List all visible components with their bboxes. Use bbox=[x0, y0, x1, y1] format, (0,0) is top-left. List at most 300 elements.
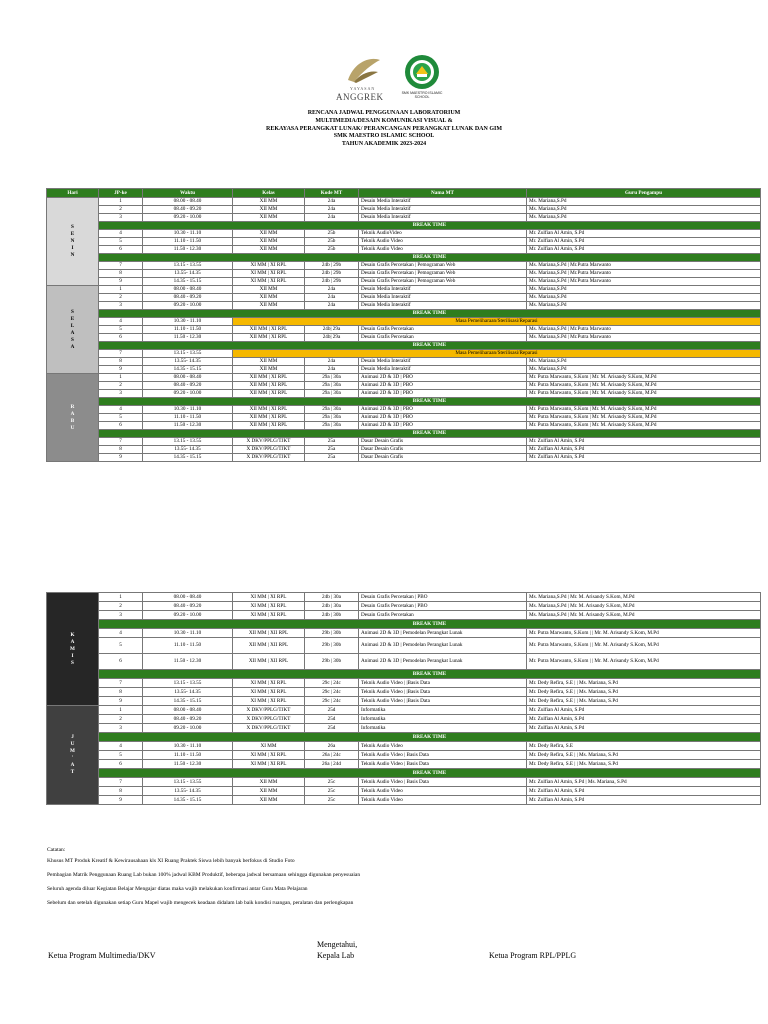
code-cell: 29c | 24c bbox=[305, 679, 359, 688]
time-cell: 09.20 - 10.00 bbox=[143, 390, 233, 398]
break-label: BREAK TIME bbox=[99, 254, 761, 262]
jp-cell: 3 bbox=[99, 611, 143, 620]
logo1-name: ANGGREK bbox=[336, 92, 384, 102]
day-letter: A bbox=[70, 329, 75, 336]
class-cell: XI MM | XI RPL bbox=[233, 688, 305, 697]
code-cell: 29c | 24c bbox=[305, 688, 359, 697]
table-row bbox=[47, 262, 761, 270]
time-cell: 13.55- 14.35 bbox=[143, 787, 233, 796]
code-cell: 24a bbox=[305, 206, 359, 214]
subject-cell: Animasi 2D & 3D | PBO bbox=[359, 422, 527, 430]
jp-cell: 5 bbox=[99, 414, 143, 422]
day-letter: N bbox=[70, 238, 75, 244]
subject-cell: Desain Grafis Percetakan bbox=[359, 334, 527, 342]
table-row bbox=[47, 326, 761, 334]
maintenance-cell: Masa Pemeliharaan/Sterilisasi/Reparasi bbox=[233, 350, 761, 358]
class-cell: XI MM | XI RPL bbox=[233, 751, 305, 760]
day-letter: A bbox=[70, 762, 75, 768]
signature-center-title: Kepala Lab bbox=[317, 951, 355, 960]
jp-cell: 3 bbox=[99, 302, 143, 310]
code-cell: 24a bbox=[305, 198, 359, 206]
break-row bbox=[47, 733, 761, 742]
subject-cell: Dasar Desain Grafis bbox=[359, 454, 527, 462]
break-label: BREAK TIME bbox=[99, 620, 761, 629]
table-row bbox=[47, 654, 761, 670]
day-letter: M bbox=[70, 645, 75, 652]
signature-center-top: Mengetahui, bbox=[317, 940, 358, 949]
class-cell: XI MM | XI RPL bbox=[233, 697, 305, 706]
subject-cell: Informatika bbox=[359, 715, 527, 724]
column-header: Nama MT bbox=[359, 189, 527, 198]
code-cell: 26a bbox=[305, 742, 359, 751]
time-cell: 13.15 - 13.55 bbox=[143, 262, 233, 270]
header-row bbox=[47, 189, 761, 198]
table-row bbox=[47, 198, 761, 206]
table-row bbox=[47, 679, 761, 688]
code-cell: 24a bbox=[305, 302, 359, 310]
jp-cell: 7 bbox=[99, 438, 143, 446]
class-cell: XII MM | XII RPL bbox=[233, 638, 305, 654]
table-row bbox=[47, 611, 761, 620]
column-header: Guru Pengampu bbox=[527, 189, 761, 198]
teacher-cell: Mr. Zulfian Al Amin, S.Pd bbox=[527, 438, 761, 446]
jp-cell: 2 bbox=[99, 715, 143, 724]
teacher-cell: Mr. Zulfian Al Amin, S.Pd bbox=[527, 238, 761, 246]
teacher-cell: Mr. Putra Marwanto, S.Kom | | Mr. M. Arisandy S.Kom, M.Pd bbox=[527, 629, 761, 638]
jp-cell: 4 bbox=[99, 742, 143, 751]
subject-cell: Teknik Audio Video bbox=[359, 796, 527, 805]
jp-cell: 5 bbox=[99, 638, 143, 654]
column-header: JP-ke bbox=[99, 189, 143, 198]
subject-cell: Teknik Audio Video bbox=[359, 246, 527, 254]
code-cell: 25a bbox=[305, 454, 359, 462]
teacher-cell: Mr. Zulfian Al Amin, S.Pd bbox=[527, 796, 761, 805]
class-cell: XII MM bbox=[233, 778, 305, 787]
code-cell: 29a | 30a bbox=[305, 390, 359, 398]
smk-maestro-logo bbox=[401, 54, 443, 104]
code-cell: 29b | 30b bbox=[305, 629, 359, 638]
break-row bbox=[47, 342, 761, 350]
subject-cell: Desain Media Interaktif bbox=[359, 286, 527, 294]
jp-cell: 8 bbox=[99, 688, 143, 697]
note-line: Seluruh agenda diluar Kegiatan Belajar Mengajar diatas maka wajib melakukan konfirmasi antar Guru Mata Pelajaran bbox=[47, 886, 308, 892]
break-label: BREAK TIME bbox=[99, 342, 761, 350]
code-cell: 25d bbox=[305, 706, 359, 715]
teacher-cell: Mr. Zulfian Al Amin, S.Pd bbox=[527, 715, 761, 724]
table-row bbox=[47, 629, 761, 638]
class-cell: XII MM bbox=[233, 206, 305, 214]
day-letter: K bbox=[70, 631, 75, 638]
table-row bbox=[47, 414, 761, 422]
code-cell: 29b | 30b bbox=[305, 654, 359, 670]
subject-cell: Informatika bbox=[359, 706, 527, 715]
class-cell: XII MM | XI RPL bbox=[233, 382, 305, 390]
class-cell: XI MM | XI RPL bbox=[233, 611, 305, 620]
teacher-cell: Mr. Dedy Refira, S.E | | Ms. Mariana, S.Pd bbox=[527, 751, 761, 760]
jp-cell: 6 bbox=[99, 334, 143, 342]
jp-cell: 8 bbox=[99, 446, 143, 454]
day-letter: A bbox=[70, 638, 75, 645]
teacher-cell: Ms. Mariana,S.Pd | Mr.Putra Marwanto bbox=[527, 262, 761, 270]
subject-cell: Animasi 2D & 3D | PBO bbox=[359, 374, 527, 382]
time-cell: 10.30 - 11.10 bbox=[143, 406, 233, 414]
class-cell: XII MM | XI RPL bbox=[233, 422, 305, 430]
class-cell: XII MM bbox=[233, 294, 305, 302]
column-header: Hari bbox=[47, 189, 99, 198]
table-row bbox=[47, 742, 761, 751]
table-row bbox=[47, 294, 761, 302]
jp-cell: 6 bbox=[99, 760, 143, 769]
code-cell: 24a bbox=[305, 214, 359, 222]
jp-cell: 9 bbox=[99, 697, 143, 706]
jp-cell: 2 bbox=[99, 382, 143, 390]
subject-cell: Desain Media Interaktif bbox=[359, 366, 527, 374]
code-cell: 24a bbox=[305, 358, 359, 366]
day-letter: N bbox=[70, 252, 75, 258]
code-cell: 25d bbox=[305, 724, 359, 733]
teacher-cell: Mr. Dedy Refira, S.E bbox=[527, 742, 761, 751]
break-row bbox=[47, 222, 761, 230]
class-cell: XII MM bbox=[233, 358, 305, 366]
time-cell: 11.10 - 11.50 bbox=[143, 751, 233, 760]
time-cell: 09.20 - 10.00 bbox=[143, 724, 233, 733]
jp-cell: 5 bbox=[99, 238, 143, 246]
time-cell: 09.20 - 10.00 bbox=[143, 611, 233, 620]
time-cell: 11.50 - 12.30 bbox=[143, 760, 233, 769]
time-cell: 08.00 - 08.40 bbox=[143, 198, 233, 206]
day-letter: A bbox=[70, 343, 75, 350]
teacher-cell: Mr. Putra Marwanto, S.Kom | Mr. M. Arisandy S.Kom, M.Pd bbox=[527, 374, 761, 382]
day-letter: ' bbox=[71, 755, 74, 761]
table-row bbox=[47, 406, 761, 414]
jp-cell: 7 bbox=[99, 778, 143, 787]
jp-cell: 3 bbox=[99, 214, 143, 222]
teacher-cell: Mr. Zulfian Al Amin, S.Pd bbox=[527, 446, 761, 454]
teacher-cell: Ms. Mariana,S.Pd bbox=[527, 214, 761, 222]
table-row bbox=[47, 697, 761, 706]
subject-cell: Desain Media Interaktif bbox=[359, 358, 527, 366]
table-row bbox=[47, 206, 761, 214]
jp-cell: 1 bbox=[99, 706, 143, 715]
class-cell: X DKV/PPLG/TJKT bbox=[233, 715, 305, 724]
class-cell: XII MM bbox=[233, 198, 305, 206]
class-cell: XII MM bbox=[233, 286, 305, 294]
subject-cell: Teknik Audio Video | Basis Data bbox=[359, 778, 527, 787]
table-row bbox=[47, 422, 761, 430]
jp-cell: 6 bbox=[99, 654, 143, 670]
time-cell: 13.15 - 13.55 bbox=[143, 438, 233, 446]
schedule-table-2 bbox=[46, 592, 761, 805]
break-label: BREAK TIME bbox=[99, 430, 761, 438]
code-cell: 24b | 30a bbox=[305, 593, 359, 602]
day-label bbox=[47, 593, 99, 706]
code-cell: 29a | 30a bbox=[305, 406, 359, 414]
break-label: BREAK TIME bbox=[99, 733, 761, 742]
code-cell: 29b | 30b bbox=[305, 638, 359, 654]
schedule-table-1 bbox=[46, 188, 761, 462]
break-row bbox=[47, 620, 761, 629]
day-letter: R bbox=[70, 403, 75, 410]
time-cell: 10.30 - 11.10 bbox=[143, 318, 233, 326]
logos-area bbox=[0, 52, 768, 104]
code-cell: 29a | 30a bbox=[305, 422, 359, 430]
subject-cell: Teknik Audio Video | Basis Data bbox=[359, 751, 527, 760]
table-row bbox=[47, 688, 761, 697]
subject-cell: Desain Grafis Percetakan bbox=[359, 611, 527, 620]
code-cell: 24b| 29a bbox=[305, 334, 359, 342]
table-row bbox=[47, 454, 761, 462]
teacher-cell: Ms. Mariana,S.Pd | Mr. M. Arisandy S.Kom, M.Pd bbox=[527, 602, 761, 611]
table-row bbox=[47, 706, 761, 715]
time-cell: 11.10 - 11.50 bbox=[143, 638, 233, 654]
time-cell: 08.40 - 09.20 bbox=[143, 382, 233, 390]
document-title bbox=[0, 110, 768, 149]
column-header: Kode MT bbox=[305, 189, 359, 198]
subject-cell: Informatika bbox=[359, 724, 527, 733]
subject-cell: Animasi 2D & 3D | PBO bbox=[359, 382, 527, 390]
time-cell: 13.55- 14.35 bbox=[143, 270, 233, 278]
class-cell: XII MM | XI RPL bbox=[233, 326, 305, 334]
subject-cell: Animasi 2D & 3D | Pemodelan Perangkat Lunak bbox=[359, 638, 527, 654]
teacher-cell: Mr. Dedy Refira, S.E | | Ms. Mariana, S.Pd bbox=[527, 688, 761, 697]
class-cell: XI MM bbox=[233, 742, 305, 751]
subject-cell: Teknik Audio Video | |Basis Data bbox=[359, 679, 527, 688]
break-row bbox=[47, 430, 761, 438]
table-row bbox=[47, 278, 761, 286]
break-label: BREAK TIME bbox=[99, 769, 761, 778]
code-cell: 25d bbox=[305, 715, 359, 724]
code-cell: 24a bbox=[305, 294, 359, 302]
day-letter: S bbox=[71, 659, 74, 666]
time-cell: 10.30 - 11.10 bbox=[143, 230, 233, 238]
code-cell: 29a | 30a bbox=[305, 414, 359, 422]
table-row bbox=[47, 302, 761, 310]
table-row bbox=[47, 638, 761, 654]
table-row bbox=[47, 751, 761, 760]
time-cell: 14.35 - 15.15 bbox=[143, 454, 233, 462]
day-label bbox=[47, 706, 99, 805]
teacher-cell: Mr. Dedy Refira, S.E | | Ms. Mariana, S.Pd bbox=[527, 697, 761, 706]
column-header: Waktu bbox=[143, 189, 233, 198]
jp-cell: 1 bbox=[99, 198, 143, 206]
teacher-cell: Ms. Mariana,S.Pd | Mr. M. Arisandy S.Kom, M.Pd bbox=[527, 593, 761, 602]
code-cell: 25c bbox=[305, 778, 359, 787]
teacher-cell: Mr. Zulfian Al Amin, S.Pd bbox=[527, 724, 761, 733]
teacher-cell: Mr. Putra Marwanto, S.Kom | Mr. M. Arisandy S.Kom, M.Pd bbox=[527, 390, 761, 398]
class-cell: X DKV/PPLG/TJKT bbox=[233, 724, 305, 733]
jp-cell: 3 bbox=[99, 724, 143, 733]
teacher-cell: Ms. Mariana,S.Pd bbox=[527, 286, 761, 294]
time-cell: 13.55- 14.35 bbox=[143, 688, 233, 697]
class-cell: XII MM | XI RPL bbox=[233, 406, 305, 414]
teacher-cell: Ms. Mariana,S.Pd bbox=[527, 366, 761, 374]
jp-cell: 9 bbox=[99, 454, 143, 462]
notes-label: Catatan: bbox=[47, 847, 66, 853]
teacher-cell: Ms. Mariana,S.Pd bbox=[527, 294, 761, 302]
break-row bbox=[47, 398, 761, 406]
teacher-cell: Ms. Mariana,S.Pd | Mr.Putra Marwanto bbox=[527, 334, 761, 342]
day-letter: A bbox=[70, 410, 75, 417]
time-cell: 09.20 - 10.00 bbox=[143, 214, 233, 222]
code-cell: 24b | 30a bbox=[305, 602, 359, 611]
day-letter: B bbox=[70, 417, 75, 424]
teacher-cell: Mr. Dedy Refira, S.E | | Ms. Mariana, S.Pd bbox=[527, 679, 761, 688]
code-cell: 24a bbox=[305, 366, 359, 374]
time-cell: 13.15 - 13.55 bbox=[143, 778, 233, 787]
day-letter: E bbox=[70, 315, 75, 322]
note-line: Khusus MT Produk Kreatif & Kewirausahaan kls XI Ruang Praktek Siswa lebih banyak berfokus di Studio Foto bbox=[47, 858, 295, 864]
day-letter: L bbox=[70, 322, 75, 329]
anggrek-leaf-icon bbox=[340, 52, 386, 86]
day-letter: S bbox=[71, 336, 74, 343]
subject-cell: Animasi 2D & 3D | Pemodelan Perangkat Lunak bbox=[359, 629, 527, 638]
subject-cell: Desain Media Interaktif bbox=[359, 214, 527, 222]
table-row bbox=[47, 270, 761, 278]
break-label: BREAK TIME bbox=[99, 310, 761, 318]
day-letter: U bbox=[70, 424, 75, 431]
class-cell: XII MM | XI RPL bbox=[233, 414, 305, 422]
jp-cell: 6 bbox=[99, 422, 143, 430]
table-row bbox=[47, 214, 761, 222]
class-cell: XII MM | XII RPL bbox=[233, 629, 305, 638]
day-letter: T bbox=[70, 769, 75, 775]
jp-cell: 1 bbox=[99, 286, 143, 294]
title-line: MULTIMEDIA/DESAIN KOMUNIKASI VISUAL & bbox=[315, 117, 453, 124]
subject-cell: Teknik Audio Video | |Basis Data bbox=[359, 697, 527, 706]
table-row bbox=[47, 446, 761, 454]
time-cell: 14.35 - 15.15 bbox=[143, 366, 233, 374]
code-cell: 29a | 30a bbox=[305, 374, 359, 382]
table-row bbox=[47, 787, 761, 796]
class-cell: X DKV/PPLG/TJKT bbox=[233, 446, 305, 454]
subject-cell: Teknik Audio Video | Basis Data bbox=[359, 760, 527, 769]
note-line: Pembagian Matrik Penggunaan Ruang Lab bukan 100% jadwal KBM Produktif, beberapa jadwal bersamaan sehingga digunakan penyesuaian bbox=[47, 872, 361, 878]
subject-cell: Animasi 2D & 3D | Pemodelan Perangkat Lunak bbox=[359, 654, 527, 670]
class-cell: XI MM | XI RPL bbox=[233, 679, 305, 688]
time-cell: 11.50 - 12.30 bbox=[143, 246, 233, 254]
jp-cell: 7 bbox=[99, 679, 143, 688]
class-cell: XII MM bbox=[233, 302, 305, 310]
code-cell: 25c bbox=[305, 796, 359, 805]
table-row bbox=[47, 724, 761, 733]
subject-cell: Teknik Audio Video | |Basis Data bbox=[359, 688, 527, 697]
class-cell: XII MM bbox=[233, 238, 305, 246]
time-cell: 08.40 - 09.20 bbox=[143, 206, 233, 214]
time-cell: 08.40 - 09.20 bbox=[143, 294, 233, 302]
time-cell: 14.35 - 15.15 bbox=[143, 796, 233, 805]
jp-cell: 7 bbox=[99, 262, 143, 270]
teacher-cell: Mr. Putra Marwanto, S.Kom | | Mr. M. Arisandy S.Kom, M.Pd bbox=[527, 638, 761, 654]
table-row bbox=[47, 358, 761, 366]
jp-cell: 9 bbox=[99, 278, 143, 286]
jp-cell: 9 bbox=[99, 366, 143, 374]
teacher-cell: Mr. Putra Marwanto, S.Kom | Mr. M. Arisandy S.Kom, M.Pd bbox=[527, 422, 761, 430]
code-cell: 25b bbox=[305, 230, 359, 238]
class-cell: XII MM | XI RPL bbox=[233, 374, 305, 382]
subject-cell: Desain Grafis Percetakan bbox=[359, 326, 527, 334]
class-cell: XII MM bbox=[233, 230, 305, 238]
time-cell: 13.15 - 13.55 bbox=[143, 350, 233, 358]
title-line: TAHUN AKADEMIK 2023-2024 bbox=[341, 141, 427, 148]
break-label: BREAK TIME bbox=[99, 398, 761, 406]
code-cell: 25b bbox=[305, 246, 359, 254]
table-row bbox=[47, 374, 761, 382]
time-cell: 08.00 - 08.40 bbox=[143, 706, 233, 715]
jp-cell: 4 bbox=[99, 318, 143, 326]
table-row bbox=[47, 438, 761, 446]
table-row bbox=[47, 796, 761, 805]
jp-cell: 2 bbox=[99, 206, 143, 214]
code-cell: 24b | 30b bbox=[305, 611, 359, 620]
subject-cell: Animasi 2D & 3D | PBO bbox=[359, 406, 527, 414]
class-cell: XII MM bbox=[233, 214, 305, 222]
subject-cell: Teknik Audio Video bbox=[359, 742, 527, 751]
code-cell: 24b | 29b bbox=[305, 278, 359, 286]
jp-cell: 8 bbox=[99, 270, 143, 278]
jp-cell: 6 bbox=[99, 246, 143, 254]
teacher-cell: Mr. Zulfian Al Amin, S.Pd bbox=[527, 454, 761, 462]
jp-cell: 2 bbox=[99, 294, 143, 302]
day-letter: I bbox=[71, 245, 74, 251]
teacher-cell: Mr. Zulfian Al Amin, S.Pd bbox=[527, 246, 761, 254]
class-cell: XII MM bbox=[233, 366, 305, 374]
code-cell: 25b bbox=[305, 238, 359, 246]
code-cell: 24b | 29b bbox=[305, 270, 359, 278]
yayasan-anggrek-logo bbox=[336, 52, 386, 104]
time-cell: 13.55- 14.35 bbox=[143, 358, 233, 366]
teacher-cell: Ms. Mariana,S.Pd bbox=[527, 206, 761, 214]
jp-cell: 5 bbox=[99, 326, 143, 334]
table-row bbox=[47, 715, 761, 724]
teacher-cell: Mr. Zulfian Al Amin, S.Pd bbox=[527, 787, 761, 796]
jp-cell: 3 bbox=[99, 390, 143, 398]
signature-left-title: Ketua Program Multimedia/DKV bbox=[48, 951, 156, 960]
teacher-cell: Mr. Putra Marwanto, S.Kom | Mr. M. Arisandy S.Kom, M.Pd bbox=[527, 414, 761, 422]
jp-cell: 5 bbox=[99, 751, 143, 760]
break-row bbox=[47, 769, 761, 778]
time-cell: 08.40 - 09.20 bbox=[143, 602, 233, 611]
jp-cell: 1 bbox=[99, 593, 143, 602]
jp-cell: 4 bbox=[99, 230, 143, 238]
code-cell: 26a | 24d bbox=[305, 760, 359, 769]
time-cell: 11.10 - 11.50 bbox=[143, 326, 233, 334]
subject-cell: Desain Media Interaktif bbox=[359, 206, 527, 214]
table-row bbox=[47, 230, 761, 238]
subject-cell: Desain Grafis Percetakan | Pemograman Web bbox=[359, 270, 527, 278]
time-cell: 08.00 - 08.40 bbox=[143, 374, 233, 382]
table-row bbox=[47, 778, 761, 787]
day-label bbox=[47, 374, 99, 462]
subject-cell: Desain Grafis Percetakan | PBO bbox=[359, 602, 527, 611]
code-cell: 24a bbox=[305, 286, 359, 294]
class-cell: X DKV/PPLG/TJKT bbox=[233, 706, 305, 715]
class-cell: XI MM | XI RPL bbox=[233, 760, 305, 769]
logo2-text: SMK MAESTRO ISLAMIC SCHOOL bbox=[401, 91, 443, 99]
jp-cell: 7 bbox=[99, 350, 143, 358]
time-cell: 11.10 - 11.50 bbox=[143, 238, 233, 246]
class-cell: XII MM bbox=[233, 246, 305, 254]
jp-cell: 8 bbox=[99, 358, 143, 366]
title-line: RENCANA JADWAL PENGGUNAAN LABORATORIUM bbox=[307, 110, 461, 116]
day-letter: S bbox=[71, 224, 74, 230]
day-letter: J bbox=[71, 734, 74, 740]
teacher-cell: Ms. Mariana,S.Pd bbox=[527, 358, 761, 366]
code-cell: 25a bbox=[305, 438, 359, 446]
teacher-cell: Ms. Mariana,S.Pd | Mr. M. Arisandy S.Kom, M.Pd bbox=[527, 611, 761, 620]
class-cell: XI MM | XI RPL bbox=[233, 262, 305, 270]
day-label bbox=[47, 286, 99, 374]
teacher-cell: Ms. Mariana,S.Pd | Mr.Putra Marwanto bbox=[527, 326, 761, 334]
